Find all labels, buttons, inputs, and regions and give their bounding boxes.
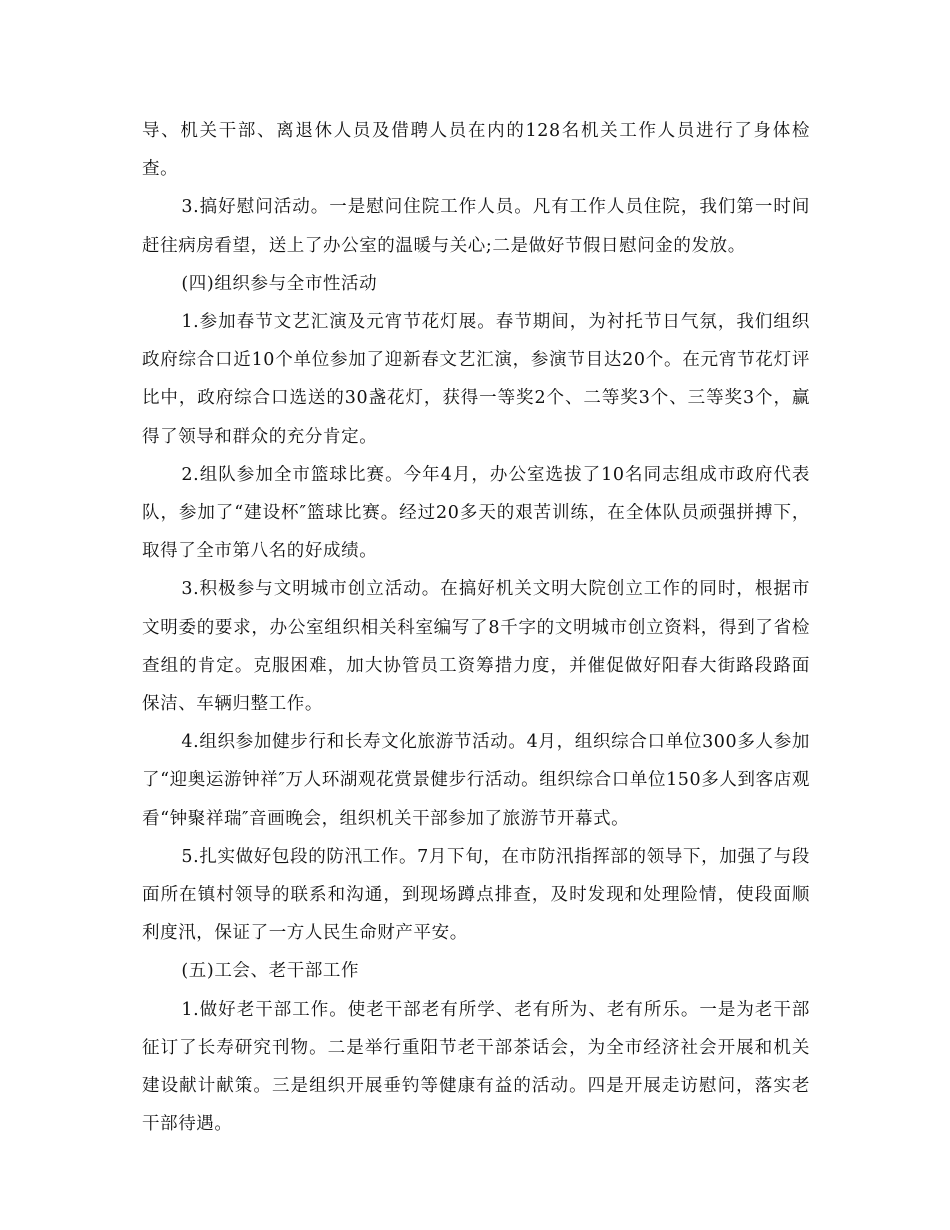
document-body: [142, 112, 810, 1143]
paragraph-continuation: 导、机关干部、离退休人员及借聘人员在内的128名机关工作人员进行了身体检查。: [142, 121, 810, 180]
section-heading-5: (五)工会、老干部工作: [181, 961, 360, 982]
paragraph-spring-festival: 1.参加春节文艺汇演及元宵节花灯展。春节期间，为衬托节日气氛，我们组织政府综合口近10个单位参加了迎新春文艺汇演，参演节目达20个。在元宵节花灯评比中，政府综合口选送的30盏花灯，获得一等奖2个、二等奖3个、三等奖3个，赢得了领导和群众的充分肯定。: [142, 312, 810, 447]
paragraph-condolence-activities: 3.搞好慰问活动。一是慰问住院工作人员。凡有工作人员住院，我们第一时间赶往病房看望，送上了办公室的温暖与关心;二是做好节假日慰问金的发放。: [142, 197, 810, 256]
paragraph-civilized-city: 3.积极参与文明城市创立活动。在搞好机关文明大院创立工作的同时，根据市文明委的要求，办公室组织相关科室编写了8千字的文明城市创立资料，得到了省检查组的肯定。克服困难，加大协管员工资筹措力度，并催促做好阳春大街路段路面保洁、车辆归整工作。: [142, 579, 810, 715]
paragraph-walking-festival: 4.组织参加健步行和长寿文化旅游节活动。4月，组织综合口单位300多人参加了“迎奥运游钟祥″万人环湖观花赏景健步行活动。组织综合口单位150多人到客店观看“钟聚祥瑞″音画晚会，组织机关干部参加了旅游节开幕式。: [142, 732, 810, 829]
paragraph-basketball: 2.组队参加全市篮球比赛。今年4月，办公室选拔了10名同志组成市政府代表队，参加了“建设杯″篮球比赛。经过20多天的艰苦训练，在全体队员顽强拼搏下，取得了全市第八名的好成绩。: [142, 464, 810, 562]
paragraph-veteran-cadres: 1.做好老干部工作。使老干部老有所学、老有所为、老有所乐。一是为老干部征订了长寿研究刊物。二是举行重阳节老干部茶话会，为全市经济社会开展和机关建设献计献策。三是组织开展垂钓等健康有益的活动。四是开展走访慰问，落实老干部待遇。: [142, 999, 810, 1135]
section-heading-4: (四)组织参与全市性活动: [181, 273, 378, 294]
paragraph-flood-control: 5.扎实做好包段的防汛工作。7月下旬，在市防汛指挥部的领导下，加强了与段面所在镇村领导的联系和沟通，到现场蹲点排查，及时发现和处理险情，使段面顺利度汛，保证了一方人民生命财产平安。: [142, 846, 810, 944]
